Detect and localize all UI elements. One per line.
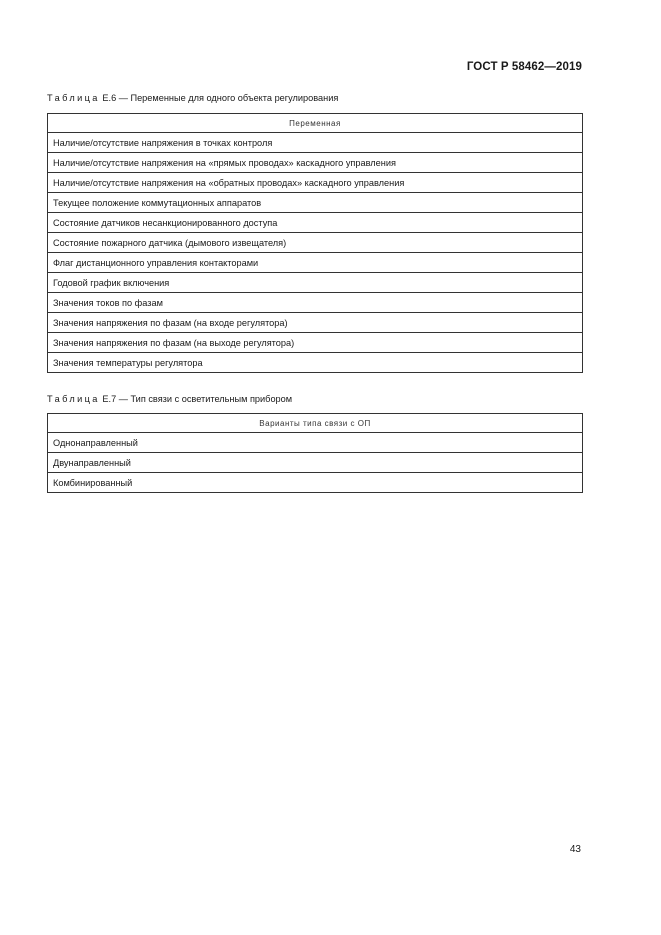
table-cell: Текущее положение коммутационных аппаратов	[48, 193, 583, 213]
table-row	[48, 473, 583, 493]
table-e6-caption-text: Е.6 — Переменные для одного объекта регулирования	[102, 93, 339, 103]
table-e7-caption	[47, 394, 292, 404]
table-cell: Однонаправленный	[48, 433, 583, 453]
table-cell: Наличие/отсутствие напряжения на «прямых проводах» каскадного управления	[48, 153, 583, 173]
table-row	[48, 433, 583, 453]
table-e7	[47, 413, 583, 493]
table-cell: Значения токов по фазам	[48, 293, 583, 313]
table-row	[48, 273, 583, 293]
table-header-row	[48, 114, 583, 133]
table-row	[48, 453, 583, 473]
table-row	[48, 213, 583, 233]
table-e6-caption	[47, 93, 338, 103]
page-number: 43	[569, 844, 581, 855]
table-row	[48, 173, 583, 193]
table-header-row	[48, 414, 583, 433]
table-row	[48, 153, 583, 173]
table-row	[48, 313, 583, 333]
table-row	[48, 253, 583, 273]
column-header: Варианты типа связи с ОП	[48, 414, 583, 433]
document-code: ГОСТ Р 58462—2019	[466, 61, 582, 73]
table-cell: Годовой график включения	[48, 273, 583, 293]
table-cell: Наличие/отсутствие напряжения в точках контроля	[48, 133, 583, 153]
table-cell: Значения напряжения по фазам (на выходе регулятора)	[48, 333, 583, 353]
table-cell: Двунаправленный	[48, 453, 583, 473]
table-row	[48, 233, 583, 253]
table-cell: Наличие/отсутствие напряжения на «обратных проводах» каскадного управления	[48, 173, 583, 193]
table-row	[48, 193, 583, 213]
table-row	[48, 293, 583, 313]
table-cell: Значения температуры регулятора	[48, 353, 583, 373]
table-row	[48, 333, 583, 353]
table-cell: Комбинированный	[48, 473, 583, 493]
table-e7-caption-text: Е.7 — Тип связи с осветительным прибором	[102, 394, 293, 404]
column-header: Переменная	[48, 114, 583, 133]
table-cell: Значения напряжения по фазам (на входе регулятора)	[48, 313, 583, 333]
table-e7-caption-label: Таблица	[47, 394, 100, 404]
table-e6	[47, 113, 583, 373]
table-row	[48, 353, 583, 373]
table-cell: Состояние датчиков несанкционированного доступа	[48, 213, 583, 233]
table-row	[48, 133, 583, 153]
table-cell: Флаг дистанционного управления контакторами	[48, 253, 583, 273]
table-cell: Состояние пожарного датчика (дымового извещателя)	[48, 233, 583, 253]
table-e6-caption-label: Таблица	[47, 93, 100, 103]
